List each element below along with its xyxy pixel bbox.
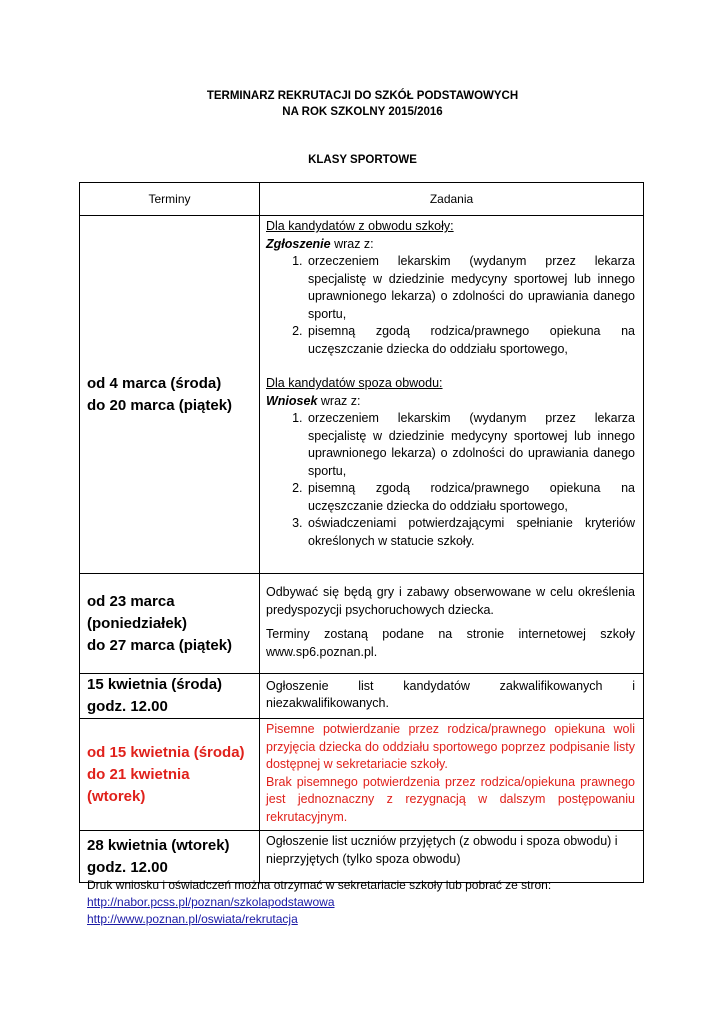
column-header-tasks: Zadania — [260, 183, 644, 216]
term-line: do 21 kwietnia — [87, 765, 190, 783]
term-cell — [80, 674, 260, 719]
table-row — [80, 719, 644, 831]
group-heading: Dla kandydatów z obwodu szkoły: — [266, 219, 454, 233]
nabor-link[interactable]: http://nabor.pcss.pl/poznan/szkolapodstawowa — [87, 895, 335, 909]
term-line: od 15 kwietnia (środa) — [87, 743, 245, 761]
schedule-table — [79, 182, 644, 883]
list-item: 2. pisemną zgodą rodzica/prawnego opiekuna na uczęszczanie dziecka do oddziału sportowego, — [306, 323, 635, 358]
term-cell — [80, 719, 260, 831]
group-heading: Dla kandydatów spoza obwodu: — [266, 376, 443, 390]
column-header-terms: Terminy — [80, 183, 260, 216]
task-paragraph: Brak pisemnego potwierdzenia przez rodzica/opiekuna prawnego jest jednoznaczny z rezygnacją w dalszym postępowaniu rekrutacyjnym. — [266, 774, 635, 824]
table-row — [80, 216, 644, 574]
document-name: Zgłoszenie — [266, 236, 331, 251]
list-item: 1. orzeczeniem lekarskim (wydanym przez lekarza specjalistę w dziedzinie medycyny sportowej lub innego uprawnionego lekarza) o zdolności do uprawiania danego sportu, — [306, 410, 635, 480]
table-row — [80, 574, 644, 674]
table-row — [80, 831, 644, 883]
footer-note: Druk wniosku i oświadczeń można otrzymać w sekretariacie szkoły lub pobrać ze stron: — [87, 878, 552, 892]
document-title-line2: NA ROK SZKOLNY 2015/2016 — [282, 106, 443, 118]
list-item: 1. orzeczeniem lekarskim (wydanym przez lekarza specjalistę w dziedzinie medycyny sportowej lub innego uprawnionego lekarza) o zdolności do uprawiania danego sportu, — [306, 253, 635, 323]
task-paragraph: Ogłoszenie list uczniów przyjętych (z obwodu i spoza obwodu) i nieprzyjętych (tylko spoza obwodu) — [266, 834, 618, 866]
tasks-cell — [260, 831, 644, 883]
term-line: (wtorek) — [87, 787, 146, 805]
term-cell — [80, 216, 260, 574]
term-line: do 20 marca (piątek) — [87, 396, 233, 414]
tasks-cell — [260, 574, 644, 674]
list-item: 2. pisemną zgodą rodzica/prawnego opiekuna na uczęszczanie dziecka do oddziału sportowego, — [306, 480, 635, 515]
term-line: godz. 12.00 — [87, 858, 168, 876]
poznan-oswiata-link[interactable]: http://www.poznan.pl/oswiata/rekrutacja — [87, 912, 298, 926]
list-item: 3. oświadczeniami potwierdzającymi spełnianie kryteriów określonych w statucie szkoły. — [306, 515, 635, 550]
document-with: wraz z: — [330, 236, 374, 251]
term-line: do 27 marca (piątek) — [87, 636, 233, 654]
task-paragraph: Pisemne potwierdzanie przez rodzica/prawnego opiekuna woli przyjęcia dziecka do oddziału sportowego poprzez podpisanie listy dostępnej w sekretariacie szkoły. — [266, 722, 635, 771]
document-title-line1: TERMINARZ REKRUTACJI DO SZKÓŁ PODSTAWOWYCH — [206, 90, 519, 102]
tasks-cell — [260, 216, 644, 574]
term-line: od 4 marca (środa) — [87, 374, 222, 392]
task-paragraph: Odbywać się będą gry i zabawy obserwowane w celu określenia predyspozycji psychoruchowych dziecka. — [266, 585, 635, 617]
document-subtitle: KLASY SPORTOWE — [308, 154, 417, 166]
table-row — [80, 674, 644, 719]
footer-note-block — [87, 877, 551, 928]
task-paragraph: Ogłoszenie list kandydatów zakwalifikowanych i niezakwalifikowanych. — [266, 678, 635, 710]
term-line: godz. 12.00 — [87, 698, 168, 715]
term-cell — [80, 831, 260, 883]
term-line: 15 kwietnia (środa) — [87, 676, 223, 693]
document-line — [266, 236, 635, 254]
document-line — [266, 393, 635, 411]
tasks-cell — [260, 674, 644, 719]
requirements-list — [266, 410, 635, 550]
tasks-cell — [260, 719, 644, 831]
requirements-list — [266, 253, 635, 358]
table-header-row — [80, 183, 644, 216]
task-paragraph: Terminy zostaną podane na stronie internetowej szkoły www.sp6.poznan.pl. — [266, 627, 635, 659]
term-cell — [80, 574, 260, 674]
term-line: od 23 marca — [87, 592, 175, 610]
term-line: (poniedziałek) — [87, 614, 188, 632]
document-with: wraz z: — [317, 393, 361, 408]
term-line: 28 kwietnia (wtorek) — [87, 836, 230, 854]
document-name: Wniosek — [266, 393, 318, 408]
